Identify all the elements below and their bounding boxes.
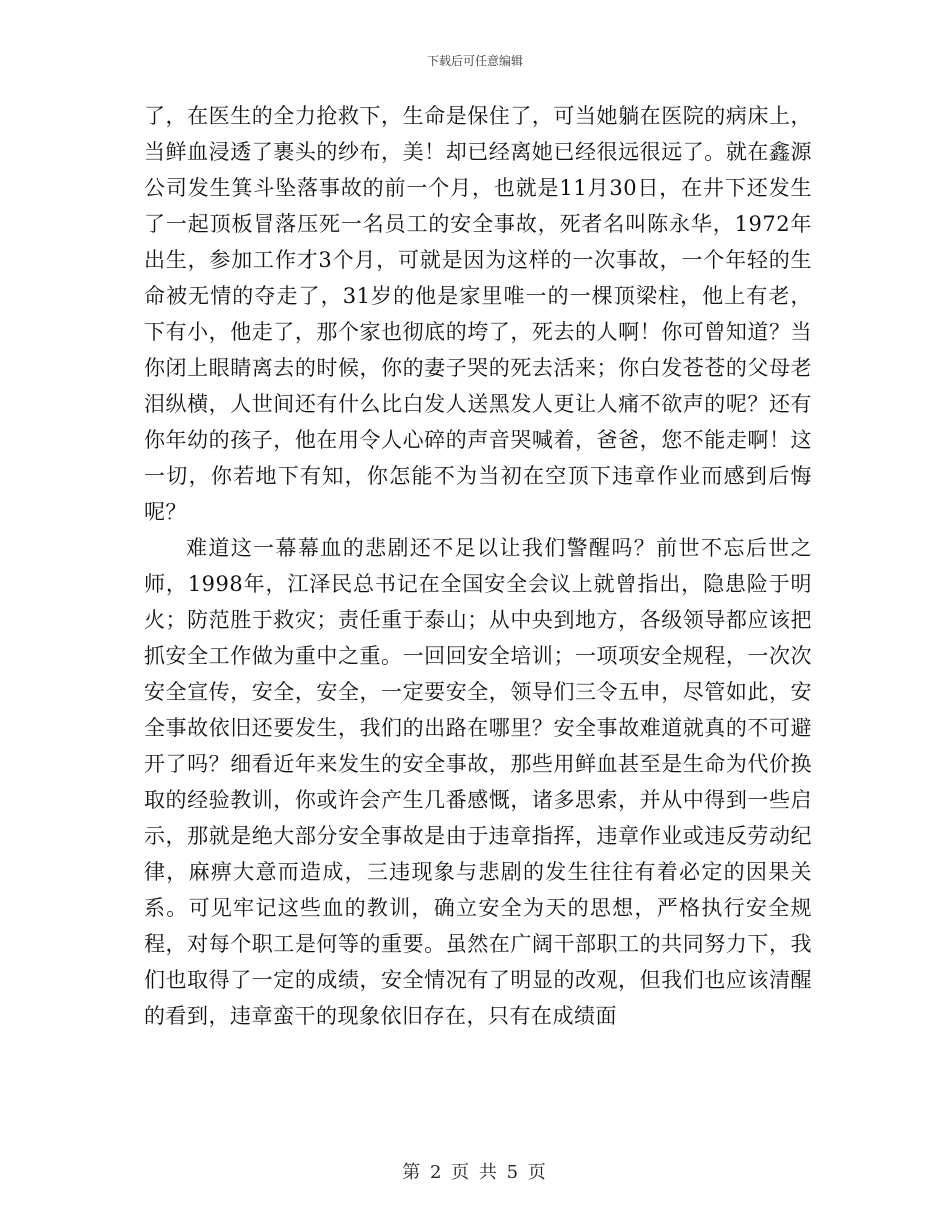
page-number-footer: 第 2 页 共 5 页 [402,1162,548,1183]
paragraph-1: 了，在医生的全力抢救下，生命是保住了，可当她躺在医院的病床上，当鲜血浸透了裹头的纱布，美！却已经离她已经很远很远了。就在鑫源公司发生箕斗坠落事故的前一个月，也就是11月30日，在井下还发生了一起顶板冒落压死一名员工的安全事故，死者名叫陈永华，1972年出生，参加工作才3个月，可就是因为这样的一次事故，一个年轻的生命被无情的夺走了，31岁的他是家里唯一的一棵顶梁柱，他上有老，下有小，他走了，那个家也彻底的垮了，死去的人啊！你可曾知道？当你闭上眼睛离去的时候，你的妻子哭的死去活来；你白发苍苍的父母老泪纵横，人世间还有什么比白发人送黑发人更让人痛不欲声的呢？还有你年幼的孩子，他在用令人心碎的声音哭喊着，爸爸，您不能走啊！这一切，你若地下有知，你怎能不为当初在空顶下违章作业而感到后悔呢？ [144,104,812,524]
document-body [144,98,812,1034]
paragraph-2: 难道这一幕幕血的悲剧还不足以让我们警醒吗？前世不忘后世之师，1998年，江泽民总书记在全国安全会议上就曾指出，隐患险于明火；防范胜于救灾；责任重于泰山；从中央到地方，各级领导都应该把抓安全工作做为重中之重。一回回安全培训；一项项安全规程，一次次安全宣传，安全，安全，一定要安全，领导们三令五申，尽管如此，安全事故依旧还要发生，我们的出路在哪里？安全事故难道就真的不可避开了吗？细看近年来发生的安全事故，那些用鲜血甚至是生命为代价换取的经验教训，你或许会产生几番感慨，诸多思索，并从中得到一些启示，那就是绝大部分安全事故是由于违章指挥，违章作业或违反劳动纪律，麻痹大意而造成，三违现象与悲剧的发生往往有着必定的因果关系。可见牢记这些血的教训，确立安全为天的思想，严格执行安全规程，对每个职工是何等的重要。虽然在广阔干部职工的共同努力下，我们也取得了一定的成绩，安全情况有了明显的改观，但我们也应该清醒的看到，违章蛮干的现象依旧存在，只有在成绩面 [144,536,812,1028]
page-header: 下载后可任意编辑 [426,54,523,68]
